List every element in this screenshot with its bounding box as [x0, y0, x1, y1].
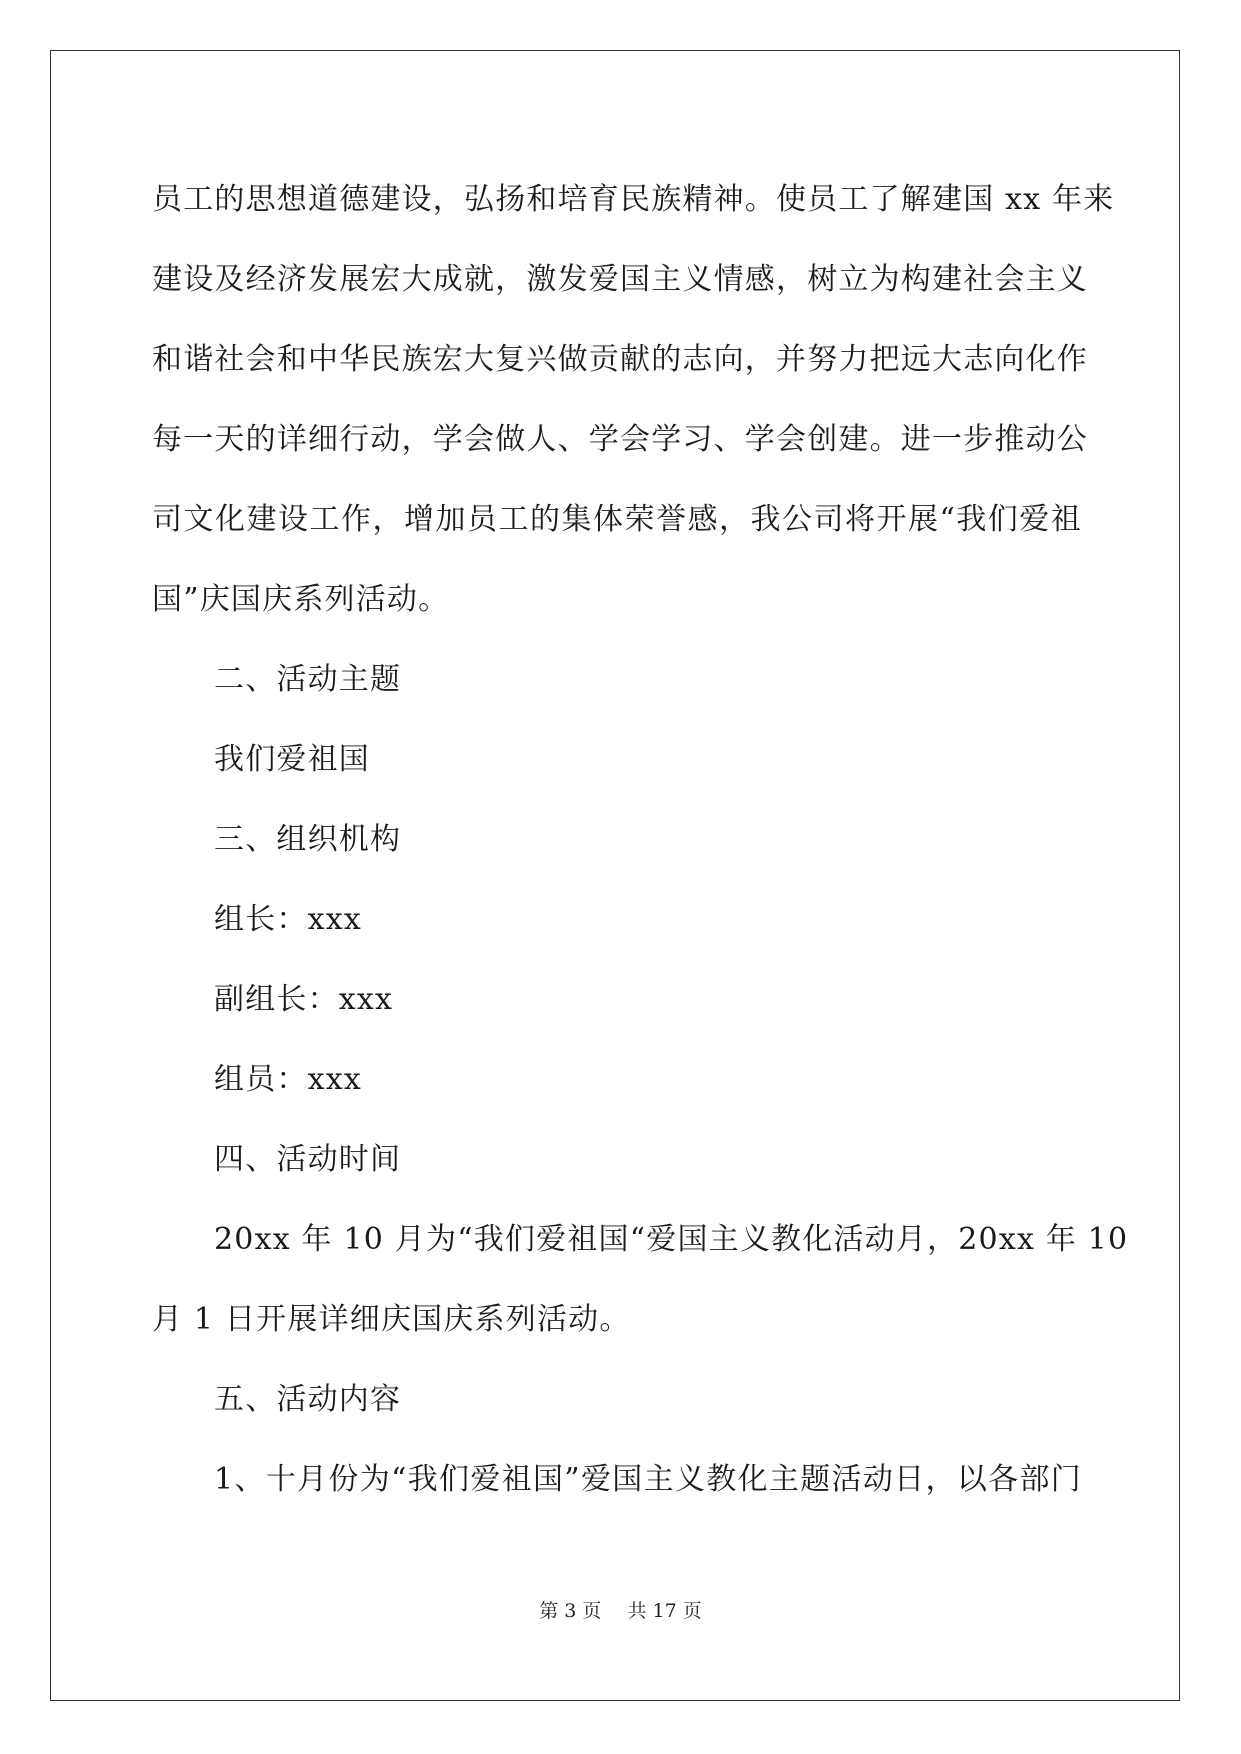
section-heading: 四、活动时间	[214, 1142, 402, 1177]
paragraph-line: 国”庆国庆系列活动。	[152, 582, 450, 617]
paragraph-line: 和谐社会和中华民族宏大复兴做贡献的志向，并努力把远大志向化作	[152, 342, 1088, 377]
paragraph-line: 建设及经济发展宏大成就，激发爱国主义情感，树立为构建社会主义	[152, 262, 1088, 297]
paragraph-line: 每一天的详细行动，学会做人、学会学习、学会创建。进一步推动公	[152, 422, 1088, 457]
paragraph-line: 员工的思想道德建设，弘扬和培育民族精神。使员工了解建国 xx 年来	[152, 182, 1115, 217]
org-deputy: 副组长：xxx	[214, 982, 394, 1017]
paragraph-line: 1、十月份为“我们爱祖国”爱国主义教化主题活动日，以各部门	[214, 1462, 1082, 1497]
org-members: 组员：xxx	[214, 1062, 362, 1097]
section-heading: 五、活动内容	[214, 1382, 402, 1417]
org-leader: 组长：xxx	[214, 902, 362, 937]
page-number: 第 3 页	[539, 1600, 602, 1622]
document-body	[152, 160, 1129, 1520]
section-heading: 二、活动主题	[214, 662, 402, 697]
section-heading: 三、组织机构	[214, 822, 402, 857]
page-total: 共 17 页	[627, 1600, 702, 1622]
section-text: 我们爱祖国	[214, 742, 370, 777]
paragraph-line: 20xx 年 10 月为“我们爱祖国“爱国主义教化活动月，20xx 年 10	[214, 1222, 1129, 1257]
paragraph-line: 司文化建设工作，增加员工的集体荣誉感，我公司将开展“我们爱祖	[152, 502, 1082, 537]
paragraph-line: 月 1 日开展详细庆国庆系列活动。	[152, 1302, 631, 1337]
page-footer	[0, 1596, 1241, 1623]
